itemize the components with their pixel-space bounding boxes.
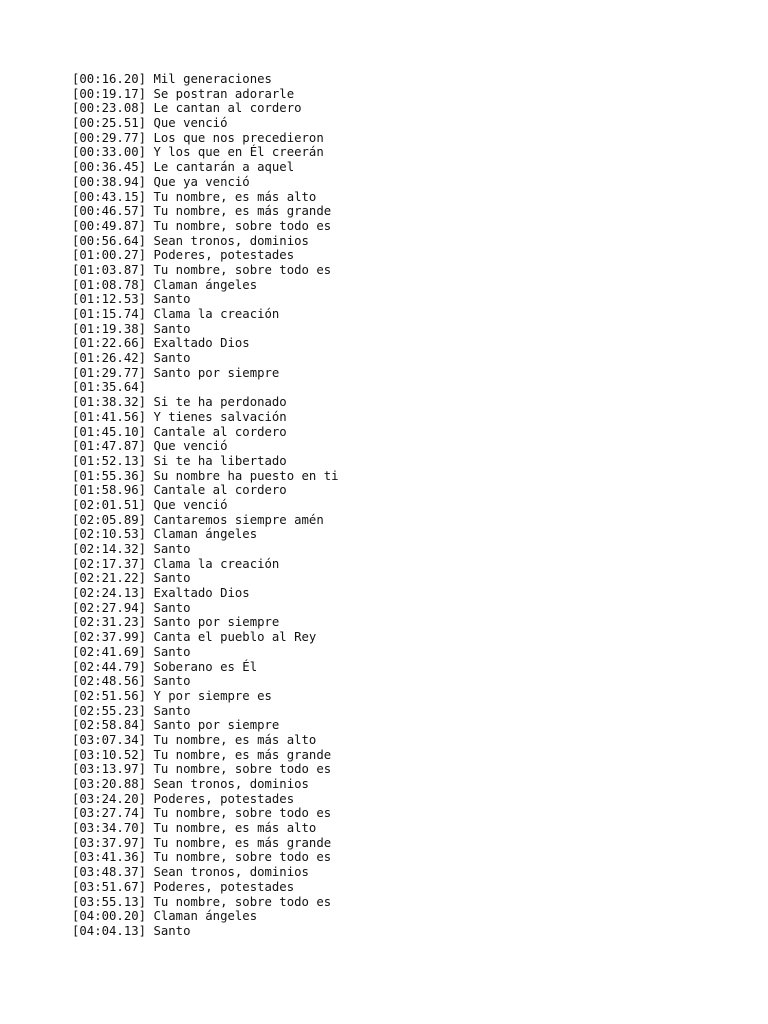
lyric-line — [72, 762, 712, 777]
lyric-line — [72, 601, 712, 616]
lyric-line — [72, 204, 712, 219]
lyric-line — [72, 292, 712, 307]
timestamp: [03:07.34] — [72, 732, 147, 747]
lyric-line — [72, 278, 712, 293]
timestamp: [02:27.94] — [72, 600, 147, 615]
timestamp: [03:55.13] — [72, 894, 147, 909]
timestamp: [01:00.27] — [72, 248, 147, 263]
timestamp: [03:34.70] — [72, 821, 147, 836]
lyric-text: Santo por siempre — [153, 718, 280, 733]
timestamp: [02:10.53] — [72, 527, 147, 542]
lyric-line — [72, 586, 712, 601]
timestamp: [01:41.56] — [72, 409, 147, 424]
timestamp: [02:55.23] — [72, 703, 147, 718]
lyric-text: Y los que en Él creerán — [153, 145, 324, 160]
lyric-text: Tu nombre, es más alto — [153, 189, 317, 204]
lyric-text: Se postran adorarle — [153, 86, 295, 101]
lyric-line — [72, 469, 712, 484]
timestamp: [02:37.99] — [72, 630, 147, 645]
lyric-text: Santo — [153, 923, 191, 938]
lyric-line — [72, 733, 712, 748]
lyric-text: Tu nombre, es más grande — [153, 204, 332, 219]
lyric-text: Mil generaciones — [153, 72, 272, 86]
lyric-line — [72, 175, 712, 190]
timestamp: [03:13.97] — [72, 762, 147, 777]
lyric-line — [72, 380, 712, 395]
lyric-text: Santo — [153, 351, 191, 366]
timestamp: [02:24.13] — [72, 586, 147, 601]
lyric-text: Tu nombre, es más alto — [153, 732, 317, 747]
lyric-line — [72, 234, 712, 249]
lyric-line — [72, 615, 712, 630]
lyric-text: Tu nombre, es más grande — [153, 835, 332, 850]
lyric-line — [72, 439, 712, 454]
lyric-text: Cantale al cordero — [153, 424, 287, 439]
timestamp: [00:36.45] — [72, 160, 147, 175]
lyric-text: Soberano es Él — [153, 659, 258, 674]
lyrics-document — [72, 72, 712, 939]
lyric-text: Clama la creación — [153, 307, 280, 321]
timestamp: [02:05.89] — [72, 512, 147, 527]
timestamp: [00:16.20] — [72, 72, 147, 86]
lyric-line — [72, 395, 712, 410]
timestamp: [01:47.87] — [72, 439, 147, 454]
lyric-text: Sean tronos, dominios — [153, 777, 309, 791]
lyric-text: Si te ha libertado — [153, 453, 287, 468]
lyric-text: Y tienes salvación — [153, 409, 287, 424]
lyric-text: Que venció — [153, 439, 228, 454]
lyric-line — [72, 571, 712, 586]
timestamp: [03:27.74] — [72, 806, 147, 821]
lyric-text: Exaltado Dios — [153, 586, 250, 601]
timestamp: [01:45.10] — [72, 424, 147, 439]
timestamp: [03:48.37] — [72, 865, 147, 880]
lyric-line — [72, 777, 712, 792]
lyric-text: Los que nos precedieron — [153, 130, 324, 145]
lyric-text: Que ya venció — [153, 174, 250, 189]
lyric-line — [72, 87, 712, 102]
timestamp: [03:41.36] — [72, 850, 147, 865]
lyric-line — [72, 850, 712, 865]
lyric-text: Santo — [153, 321, 191, 336]
timestamp: [02:31.23] — [72, 615, 147, 630]
lyric-text: Poderes, potestades — [153, 248, 295, 263]
lyric-text: Santo — [153, 542, 191, 556]
lyric-text: Canta el pueblo al Rey — [153, 630, 317, 645]
timestamp: [01:22.66] — [72, 336, 147, 351]
lyric-line — [72, 748, 712, 763]
lyric-text: Santo — [153, 703, 191, 718]
lyric-line — [72, 704, 712, 719]
lyric-line — [72, 131, 712, 146]
lyric-text: Si te ha perdonado — [153, 395, 287, 410]
lyric-text: Sean tronos, dominios — [153, 865, 309, 880]
lyric-line — [72, 336, 712, 351]
timestamp: [03:20.88] — [72, 777, 147, 791]
timestamp: [02:21.22] — [72, 571, 147, 586]
lyric-text: Santo — [153, 600, 191, 615]
lyric-line — [72, 674, 712, 689]
lyric-text: Cantale al cordero — [153, 483, 287, 498]
lyric-line — [72, 410, 712, 425]
lyric-line — [72, 924, 712, 939]
timestamp: [00:49.87] — [72, 218, 147, 233]
lyric-text: Que venció — [153, 497, 228, 512]
lyric-line — [72, 718, 712, 733]
timestamp: [01:29.77] — [72, 365, 147, 380]
lyric-line — [72, 880, 712, 895]
lyric-line — [72, 366, 712, 381]
timestamp: [01:15.74] — [72, 307, 147, 321]
lyric-text: Exaltado Dios — [153, 336, 250, 351]
lyric-text: Santo — [153, 644, 191, 659]
lyric-line — [72, 630, 712, 645]
lyric-text: Poderes, potestades — [153, 791, 295, 806]
lyric-line — [72, 498, 712, 513]
lyric-line — [72, 160, 712, 175]
timestamp: [00:29.77] — [72, 130, 147, 145]
timestamp: [02:44.79] — [72, 659, 147, 674]
lyric-line — [72, 542, 712, 557]
lyric-text: Santo — [153, 571, 191, 586]
lyric-line — [72, 821, 712, 836]
lyric-text: Tu nombre, sobre todo es — [153, 218, 332, 233]
lyric-line — [72, 689, 712, 704]
timestamp: [01:58.96] — [72, 483, 147, 498]
lyric-line — [72, 72, 712, 87]
timestamp: [00:23.08] — [72, 101, 147, 116]
lyric-line — [72, 895, 712, 910]
lyric-text: Le cantan al cordero — [153, 101, 302, 116]
lyric-line — [72, 527, 712, 542]
timestamp: [03:51.67] — [72, 879, 147, 894]
lyric-line — [72, 660, 712, 675]
lyric-line — [72, 263, 712, 278]
lyric-text: Santo por siempre — [153, 365, 280, 380]
timestamp: [01:38.32] — [72, 395, 147, 410]
lyric-text: Clama la creación — [153, 556, 280, 571]
lyric-line — [72, 806, 712, 821]
lyric-text: Claman ángeles — [153, 527, 258, 542]
timestamp: [03:37.97] — [72, 835, 147, 850]
lyric-text: Tu nombre, sobre todo es — [153, 894, 332, 909]
lyric-text: Y por siempre es — [153, 688, 272, 703]
lyric-line — [72, 322, 712, 337]
lyric-text: Tu nombre, sobre todo es — [153, 762, 332, 777]
lyric-line — [72, 865, 712, 880]
lyric-line — [72, 557, 712, 572]
timestamp: [01:35.64] — [72, 380, 147, 395]
timestamp: [00:25.51] — [72, 116, 147, 131]
lyric-line — [72, 351, 712, 366]
lyric-text: Su nombre ha puesto en ti — [153, 468, 339, 483]
lyric-text: Claman ángeles — [153, 909, 258, 924]
lyric-text: Santo — [153, 674, 191, 689]
lyrics-list — [72, 72, 712, 939]
timestamp: [00:33.00] — [72, 145, 147, 160]
lyric-line — [72, 116, 712, 131]
timestamp: [01:52.13] — [72, 453, 147, 468]
lyric-text: Tu nombre, sobre todo es — [153, 806, 332, 821]
timestamp: [00:46.57] — [72, 204, 147, 219]
timestamp: [01:08.78] — [72, 277, 147, 292]
timestamp: [02:01.51] — [72, 497, 147, 512]
timestamp: [03:24.20] — [72, 791, 147, 806]
timestamp: [02:14.32] — [72, 542, 147, 556]
lyric-text: Claman ángeles — [153, 277, 258, 292]
lyric-line — [72, 483, 712, 498]
timestamp: [01:12.53] — [72, 292, 147, 307]
timestamp: [04:00.20] — [72, 909, 147, 924]
lyric-text: Tu nombre, sobre todo es — [153, 850, 332, 865]
lyric-line — [72, 909, 712, 924]
timestamp: [00:43.15] — [72, 189, 147, 204]
lyric-line — [72, 836, 712, 851]
timestamp: [03:10.52] — [72, 747, 147, 762]
lyric-line — [72, 645, 712, 660]
timestamp: [01:19.38] — [72, 321, 147, 336]
lyric-text: Que venció — [153, 116, 228, 131]
lyric-line — [72, 454, 712, 469]
lyric-line — [72, 248, 712, 263]
timestamp: [02:41.69] — [72, 644, 147, 659]
lyric-line — [72, 145, 712, 160]
lyric-text: Sean tronos, dominios — [153, 233, 309, 248]
lyric-text: Santo por siempre — [153, 615, 280, 630]
lyric-text: Cantaremos siempre amén — [153, 512, 324, 527]
lyric-line — [72, 513, 712, 528]
lyric-text: Tu nombre, es más alto — [153, 821, 317, 836]
timestamp: [00:19.17] — [72, 86, 147, 101]
lyric-line — [72, 219, 712, 234]
timestamp: [02:48.56] — [72, 674, 147, 689]
timestamp: [00:56.64] — [72, 233, 147, 248]
lyric-text: Santo — [153, 292, 191, 307]
lyric-line — [72, 425, 712, 440]
timestamp: [01:26.42] — [72, 351, 147, 366]
lyric-text: Tu nombre, es más grande — [153, 747, 332, 762]
lyric-line — [72, 792, 712, 807]
timestamp: [01:03.87] — [72, 262, 147, 277]
lyric-text: Le cantarán a aquel — [153, 160, 295, 175]
lyric-line — [72, 307, 712, 322]
lyric-text: Poderes, potestades — [153, 879, 295, 894]
timestamp: [04:04.13] — [72, 923, 147, 938]
timestamp: [02:51.56] — [72, 688, 147, 703]
lyric-text: Tu nombre, sobre todo es — [153, 262, 332, 277]
timestamp: [01:55.36] — [72, 468, 147, 483]
timestamp: [02:17.37] — [72, 556, 147, 571]
timestamp: [00:38.94] — [72, 174, 147, 189]
lyric-line — [72, 190, 712, 205]
timestamp: [02:58.84] — [72, 718, 147, 733]
lyric-line — [72, 101, 712, 116]
